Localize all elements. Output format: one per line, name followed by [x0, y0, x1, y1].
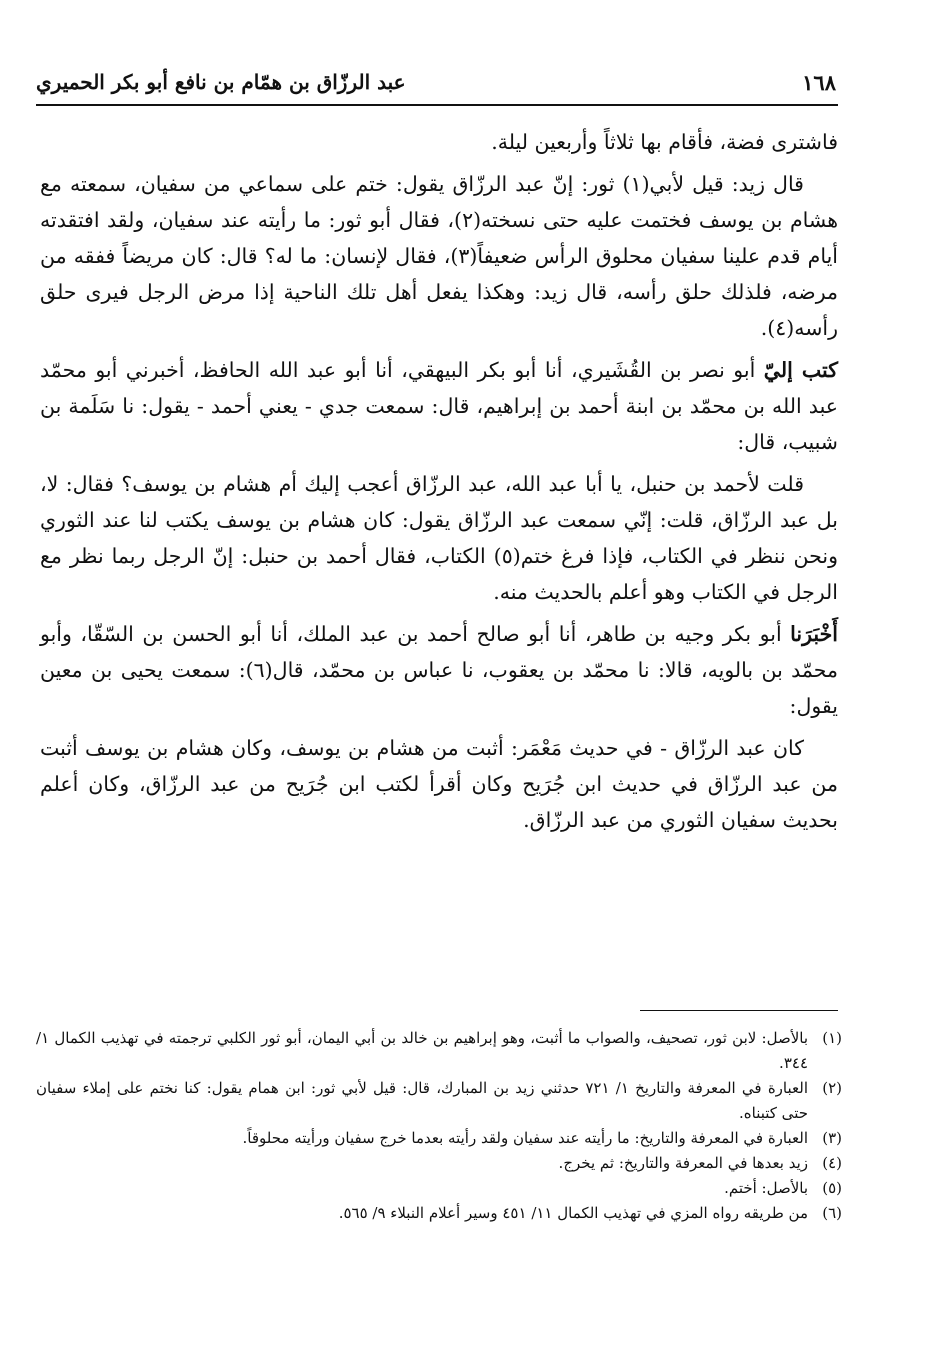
paragraph-1: [40, 124, 838, 160]
paragraph-4: [40, 466, 838, 610]
footnote-text: بالأصل: أختم.: [724, 1179, 808, 1197]
footnote-number: (٢): [822, 1079, 842, 1097]
paragraph-text: فاشترى فضة، فأقام بها ثلاثاً وأربعين ليلة.: [491, 130, 838, 154]
footnote-separator: [640, 1010, 838, 1011]
footnote-number: (٦): [822, 1204, 842, 1222]
paragraph-3: [40, 352, 838, 460]
paragraph-text: قال زيد: قيل لأبي(١) ثور: إنّ عبد الرزّاق يقول: ختم على سماعي من سفيان، سمعته مع هشام بن يوسف فختمت عليه حتى نسخته(٢)، فقال أبو ثور: ما رأيته عند سفيان، ولقد افتقدته أيام قدم علينا سفيان محلوق الرأس ضعيفاً(٣)، فقال لإنسان: ما له؟ قال: كان مريضاً ففقه من مرضه، فلذلك حلق رأسه، قال زيد: وهكذا يفعل أهل تلك الناحية إذا مرض الرجل فيرى حلق رأسه(٤).: [40, 172, 839, 340]
paragraph-2: [40, 166, 838, 346]
footnote-text: العبارة في المعرفة والتاريخ: ما رأيته عند سفيان ولقد رأيته بعدما خرج سفيان ورأيته محلوقاً.: [242, 1129, 808, 1147]
footnote-3: [36, 1126, 842, 1151]
paragraph-text: أبو نصر بن القُشَيري، أنا أبو بكر البيهقي، أنا أبو عبد الله الحافظ، أخبرني أبو محمّد عبد الله بن محمّد بن ابنة أحمد بن إبراهيم، قال: سمعت جدي - يعني أحمد - يقول: نا سَلَمة بن شبيب، قال:: [40, 358, 838, 454]
footnote-4: [36, 1151, 842, 1176]
footnote-6: [36, 1201, 842, 1226]
paragraph-text: قلت لأحمد بن حنبل، يا أبا عبد الله، عبد الرزّاق أعجب إليك أم هشام بن يوسف؟ فقال: لا، بل عبد الرزّاق، قلت: إنّي سمعت عبد الرزّاق يقول: كان هشام بن يوسف يكتب لنا عند الثوري ونحن ننظر في الكتاب، فإذا فرغ ختم(٥) الكتاب، فقال أحمد بن حنبل: إنّ الرجل ربما نظر مع الرجل في الكتاب وهو أعلم بالحديث منه.: [40, 472, 838, 604]
footnote-number: (٣): [822, 1129, 842, 1147]
footnote-2: [36, 1076, 842, 1126]
footnote-text: من طريقه رواه المزي في تهذيب الكمال ١١/ ٤٥١ وسير أعلام النبلاء ٩/ ٥٦٥.: [338, 1204, 808, 1222]
paragraph-lead: كتب إليّ: [763, 358, 838, 382]
footnote-text: بالأصل: لابن ثور، تصحيف، والصواب ما أثبت، وهو إبراهيم بن خالد بن أبي اليمان، أبو ثور الكلبي ترجمته في تهذيب الكمال ١/ ٣٤٤.: [36, 1029, 809, 1072]
page-header: [36, 60, 836, 104]
footnote-number: (٥): [822, 1179, 842, 1197]
footnote-number: (٤): [822, 1154, 842, 1172]
main-text: [40, 124, 838, 844]
paragraph-text: كان عبد الرزّاق - في حديث مَعْمَر: أثبت من هشام بن يوسف، وكان هشام بن يوسف أثبت من عبد الرزّاق في حديث ابن جُرَيح وكان أقرأ لكتب ابن جُرَيح من عبد الرزّاق، وكان أعلم بحديث سفيان الثوري من عبد الرزّاق.: [40, 736, 838, 832]
footnote-text: زيد بعدها في المعرفة والتاريخ: ثم يخرج.: [558, 1154, 808, 1172]
running-title: عبد الرزّاق بن همّام بن نافع أبو بكر الحميري: [36, 70, 406, 94]
footnote-5: [36, 1176, 842, 1201]
paragraph-lead: أَخْبَرَنا: [790, 622, 838, 646]
footnotes: [36, 1026, 842, 1226]
footnote-1: [36, 1026, 842, 1076]
paragraph-5: [40, 616, 838, 724]
footnote-number: (١): [822, 1029, 842, 1047]
paragraph-6: [40, 730, 838, 838]
footnote-text: العبارة في المعرفة والتاريخ ١/ ٧٢١ حدثني زيد بن المبارك، قال: قيل لأبي ثور: ابن همام يقول: كنا نختم على إملاء سفيان حتى كتبناه.: [36, 1079, 809, 1122]
header-rule: [36, 104, 838, 106]
page-number: ١٦٨: [802, 69, 836, 95]
paragraph-text: أبو بكر وجيه بن طاهر، أنا أبو صالح أحمد بن عبد الملك، أنا أبو الحسن بن السّقّا، وأبو محمّد بن بالويه، قالا: نا محمّد بن يعقوب، نا عباس بن محمّد، قال(٦): سمعت يحيى بن معين يقول:: [40, 622, 838, 718]
